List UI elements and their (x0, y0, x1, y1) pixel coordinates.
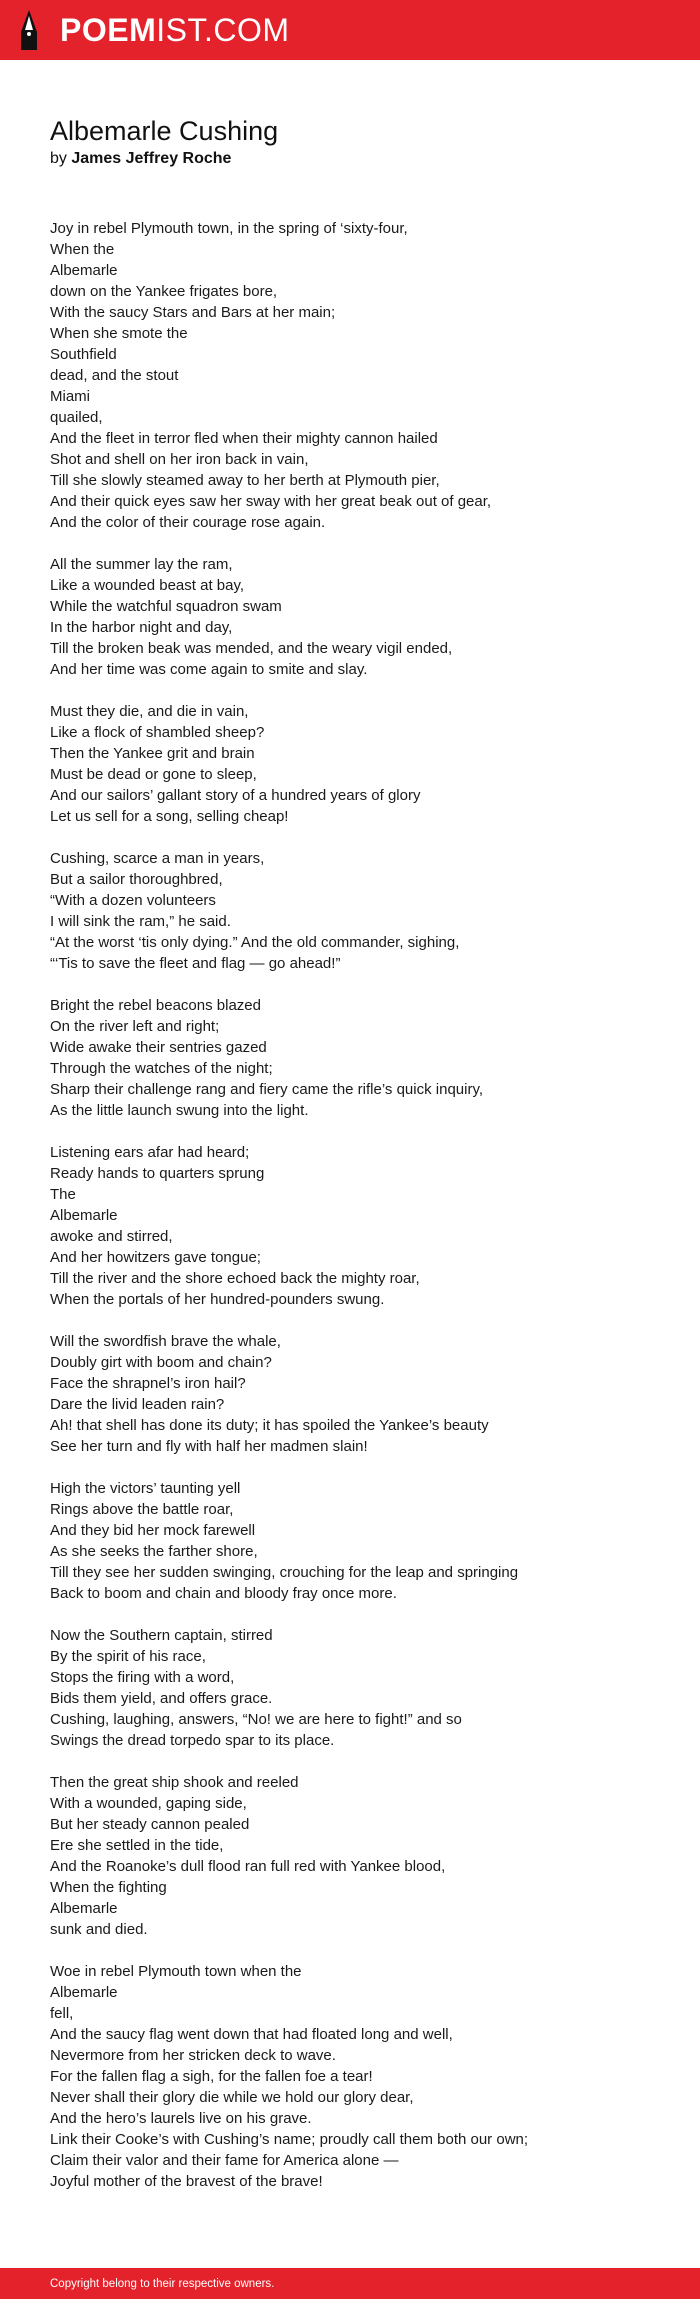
poem-line: quailed, (50, 409, 103, 426)
byline (50, 148, 278, 170)
poem-stanza (50, 1772, 650, 1940)
poem-line: Albemarle (50, 1207, 118, 1224)
poem-line: As she seeks the farther shore, (50, 1543, 258, 1560)
poem-line: Ere she settled in the tide, (50, 1837, 224, 1854)
poem-line: With the saucy Stars and Bars at her main; (50, 304, 336, 321)
poem-line: Shot and shell on her iron back in vain, (50, 451, 309, 468)
poem-line: Rings above the battle roar, (50, 1501, 234, 1518)
byline-prefix: by (50, 150, 67, 167)
poem-line: When the portals of her hundred-pounders swung. (50, 1291, 385, 1308)
poem-line: down on the Yankee frigates bore, (50, 283, 278, 300)
poem-line: In the harbor night and day, (50, 619, 233, 636)
poem-stanza (50, 1625, 650, 1751)
poem-line: Listening ears afar had heard; (50, 1144, 250, 1161)
poem-line: Let us sell for a song, selling cheap! (50, 808, 289, 825)
poem-line: Face the shrapnel’s iron hail? (50, 1375, 246, 1392)
poem-line: Must be dead or gone to sleep, (50, 766, 257, 783)
poem-line: On the river left and right; (50, 1018, 220, 1035)
poem-line: When she smote the (50, 325, 188, 342)
poem-line: Like a wounded beast at bay, (50, 577, 245, 594)
poem-title: Albemarle Cushing (50, 116, 279, 146)
poem-line: Ah! that shell has done its duty; it has spoiled the Yankee’s beauty (50, 1417, 489, 1434)
poem-body (50, 218, 650, 2213)
author-name[interactable]: James Jeffrey Roche (71, 150, 232, 167)
poem-line: Like a flock of shambled sheep? (50, 724, 265, 741)
poem-line: Back to boom and chain and bloody fray once more. (50, 1585, 397, 1602)
poem-line: sunk and died. (50, 1921, 148, 1938)
poem-line: But a sailor thoroughbred, (50, 871, 223, 888)
poem-line: And their quick eyes saw her sway with her great beak out of gear, (50, 493, 492, 510)
poem-line: And our sailors’ gallant story of a hundred years of glory (50, 787, 421, 804)
poem-line: Wide awake their sentries gazed (50, 1039, 267, 1056)
poem-stanza (50, 1331, 650, 1457)
poem-line: Now the Southern captain, stirred (50, 1627, 273, 1644)
poem-line: Southfield (50, 346, 117, 363)
poem-line: Then the Yankee grit and brain (50, 745, 255, 762)
poem-stanza (50, 1478, 650, 1604)
site-logo[interactable] (60, 10, 290, 50)
poem-line: Ready hands to quarters sprung (50, 1165, 265, 1182)
poem-heading (50, 114, 278, 170)
poem-line: As the little launch swung into the light. (50, 1102, 309, 1119)
poem-line: dead, and the stout (50, 367, 179, 384)
poem-line: Claim their valor and their fame for America alone — (50, 2152, 399, 2169)
poem-stanza (50, 1142, 650, 1310)
poem-line: When the (50, 241, 115, 258)
poem-line: And the color of their courage rose again. (50, 514, 326, 531)
poem-line: For the fallen flag a sigh, for the fallen foe a tear! (50, 2068, 373, 2085)
poem-line: Miami (50, 388, 90, 405)
poem-line: Bright the rebel beacons blazed (50, 997, 261, 1014)
poem-line: Till she slowly steamed away to her berth at Plymouth pier, (50, 472, 440, 489)
poem-line: Albemarle (50, 262, 118, 279)
poem-line: Bids them yield, and offers grace. (50, 1690, 273, 1707)
logo-brand-rest: IST.COM (156, 12, 290, 48)
site-footer (0, 2268, 700, 2299)
poem-line: “At the worst ‘tis only dying.” And the old commander, sighing, (50, 934, 460, 951)
pen-nib-icon[interactable] (18, 10, 40, 52)
poem-line: I will sink the ram,” he said. (50, 913, 231, 930)
poem-line: Till they see her sudden swinging, crouching for the leap and springing (50, 1564, 519, 1581)
poem-line: Cushing, scarce a man in years, (50, 850, 265, 867)
poem-stanza (50, 1961, 650, 2192)
site-header (0, 0, 700, 60)
poem-line: The (50, 1186, 76, 1203)
poem-line: fell, (50, 2005, 74, 2022)
poem-line: See her turn and fly with half her madmen slain! (50, 1438, 368, 1455)
poem-line: Albemarle (50, 1900, 118, 1917)
poem-line: Then the great ship shook and reeled (50, 1774, 299, 1791)
poem-stanza (50, 848, 650, 974)
poem-stanza (50, 218, 650, 533)
poem-line: Swings the dread torpedo spar to its place. (50, 1732, 335, 1749)
poem-line: Must they die, and die in vain, (50, 703, 249, 720)
poem-line: When the fighting (50, 1879, 167, 1896)
poem-line: Joy in rebel Plymouth town, in the spring of ‘sixty-four, (50, 220, 408, 237)
poem-line: Link their Cooke’s with Cushing’s name; proudly call them both our own; (50, 2131, 529, 2148)
poem-line: And the fleet in terror fled when their mighty cannon hailed (50, 430, 438, 447)
poem-line: With a wounded, gaping side, (50, 1795, 247, 1812)
poem-line: “‘Tis to save the fleet and flag — go ahead!” (50, 955, 341, 972)
poem-line: Till the broken beak was mended, and the weary vigil ended, (50, 640, 453, 657)
poem-line: And the saucy flag went down that had floated long and well, (50, 2026, 453, 2043)
poem-line: Dare the livid leaden rain? (50, 1396, 225, 1413)
poem-line: And her howitzers gave tongue; (50, 1249, 261, 1266)
poem-line: But her steady cannon pealed (50, 1816, 250, 1833)
poem-stanza (50, 995, 650, 1121)
poem-line: All the summer lay the ram, (50, 556, 233, 573)
poem-line: Doubly girt with boom and chain? (50, 1354, 272, 1371)
poem-line: And they bid her mock farewell (50, 1522, 256, 1539)
logo-brand-bold: POEM (60, 12, 157, 48)
poem-line: Will the swordfish brave the whale, (50, 1333, 281, 1350)
poem-line: Never shall their glory die while we hold our glory dear, (50, 2089, 414, 2106)
poem-stanza (50, 554, 650, 680)
poem-line: “With a dozen volunteers (50, 892, 216, 909)
poem-line: And her time was come again to smite and slay. (50, 661, 368, 678)
poem-line: Stops the firing with a word, (50, 1669, 235, 1686)
poem-line: Cushing, laughing, answers, “No! we are here to fight!” and so (50, 1711, 462, 1728)
poem-line: Till the river and the shore echoed back the mighty roar, (50, 1270, 420, 1287)
poem-line: Albemarle (50, 1984, 118, 2001)
poem-line: Woe in rebel Plymouth town when the (50, 1963, 302, 1980)
poem-line: Sharp their challenge rang and fiery came the rifle’s quick inquiry, (50, 1081, 484, 1098)
poem-line: Joyful mother of the bravest of the brave! (50, 2173, 323, 2190)
poem-line: And the Roanoke’s dull flood ran full red with Yankee blood, (50, 1858, 446, 1875)
poem-line: High the victors’ taunting yell (50, 1480, 241, 1497)
copyright-notice: Copyright belong to their respective owners. (50, 2278, 275, 2290)
poem-line: And the hero’s laurels live on his grave. (50, 2110, 312, 2127)
poem-stanza (50, 701, 650, 827)
poem-line: Nevermore from her stricken deck to wave. (50, 2047, 336, 2064)
poem-line: awoke and stirred, (50, 1228, 173, 1245)
poem-line: Through the watches of the night; (50, 1060, 273, 1077)
poem-line: By the spirit of his race, (50, 1648, 206, 1665)
poem-line: While the watchful squadron swam (50, 598, 282, 615)
